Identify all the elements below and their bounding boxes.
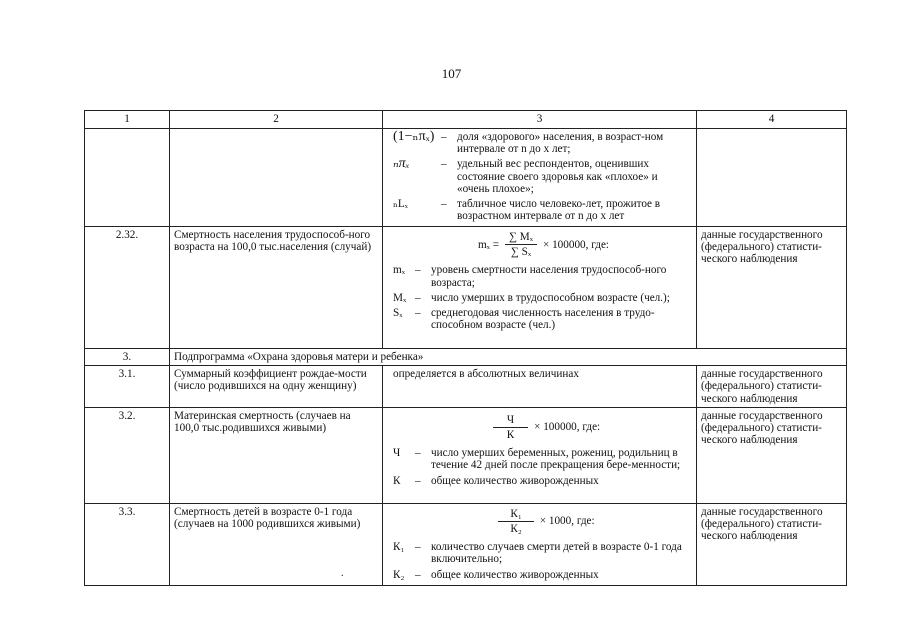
row-number: 3.2. (85, 407, 170, 503)
fraction-denominator: ∑ Sₓ (510, 246, 532, 259)
definition-text: число умерших в трудоспособном возрасте (чел.); (431, 291, 670, 304)
definition-dash: – (415, 307, 421, 320)
row-number: 2.32. (85, 227, 170, 349)
definition-text: общее количество живорожденных (431, 474, 599, 487)
formula (393, 231, 694, 258)
data-source: данные государственного (федерального) статисти-ческого наблюдения (697, 407, 847, 503)
definition-item (393, 569, 694, 581)
subprogram-title: Подпрограмма «Охрана здоровья матери и ребенка» (170, 349, 847, 366)
definition-text: удельный вес респондентов, оценивших состояние своего здоровья как «плохое» и «очень плохое»; (457, 158, 658, 195)
table-row (85, 129, 847, 227)
table-row (85, 349, 847, 366)
formula-left: mₓ = (477, 238, 500, 251)
fraction-numerator: К₁ (498, 508, 533, 522)
indicator-name: Смертность населения трудоспособ-ного возраста на 100,0 тыс.населения (случай) (170, 227, 383, 349)
fraction-numerator: Ч (493, 414, 528, 428)
definition-item (393, 264, 694, 288)
definition-symbol: ₙLₓ (393, 198, 408, 211)
definition-symbol: Sₓ (393, 307, 403, 320)
definition-item (393, 131, 694, 155)
definition-dash: – (441, 158, 447, 171)
definition-symbol: ₙπₓ (393, 156, 410, 172)
definition-dash: – (415, 264, 421, 277)
fraction (498, 508, 533, 535)
cell-num (85, 129, 170, 227)
table-row (85, 227, 847, 349)
definition-symbol: mₓ (393, 264, 405, 277)
definition-item (393, 447, 694, 471)
cell-source (697, 129, 847, 227)
definition-symbol: Ч (393, 447, 401, 460)
fraction (505, 231, 537, 258)
fraction (493, 414, 528, 441)
header-col-2: 2 (170, 111, 383, 129)
table-row (85, 366, 847, 408)
definition-text: среднегодовая численность населения в трудо-способном возрасте (чел.) (431, 307, 655, 332)
definition-dash: – (415, 568, 421, 581)
header-col-1: 1 (85, 111, 170, 129)
fraction-denominator: К₂ (510, 523, 522, 536)
indicators-table (84, 110, 847, 586)
cell-method (383, 129, 697, 227)
definition-dash: – (415, 541, 421, 554)
stray-mark: . (341, 568, 344, 579)
page-number: 107 (441, 66, 462, 81)
header-row (85, 111, 847, 129)
definition-text: общее количество живорожденных (431, 568, 599, 581)
definition-dash: – (415, 291, 421, 304)
cell-name (170, 129, 383, 227)
formula-right: × 1000, где: (539, 515, 595, 528)
definition-dash: – (415, 474, 421, 487)
definition-text: количество случаев смерти детей в возрасте 0-1 года включительно; (431, 541, 682, 566)
definition-symbol: К₁ (393, 541, 405, 554)
definition-symbol: К (393, 474, 401, 487)
row-number: 3. (85, 349, 170, 366)
formula (393, 508, 694, 535)
indicator-name: Материнская смертность (случаев на 100,0 тыс.родившихся живыми) (170, 407, 383, 503)
definition-item (393, 292, 694, 304)
formula-right: × 100000, где: (534, 421, 601, 434)
cell-method (383, 503, 697, 585)
indicator-name: Суммарный коэффициент рождае-мости (число родившихся на одну женщину) (170, 366, 383, 408)
definition-symbol: Mₓ (393, 291, 407, 304)
table-row (85, 407, 847, 503)
definition-item (393, 198, 694, 222)
data-source: данные государственного (федерального) статисти-ческого наблюдения (697, 227, 847, 349)
row-number: 3.3. (85, 503, 170, 585)
definition-dash: – (441, 198, 447, 211)
cell-method (383, 407, 697, 503)
header-col-4: 4 (697, 111, 847, 129)
data-source: данные государственного (федерального) статисти-ческого наблюдения (697, 366, 847, 408)
cell-method: определяется в абсолютных величинах (383, 366, 697, 408)
fraction-denominator: К (506, 429, 515, 442)
definition-item (393, 307, 694, 331)
definition-text: доля «здорового» населения, в возраст-ном интервале от n до x лет; (457, 131, 664, 156)
definition-item (393, 475, 694, 487)
table-row (85, 503, 847, 585)
data-source: данные государственного (федерального) статисти-ческого наблюдения (697, 503, 847, 585)
definition-item (393, 158, 694, 195)
definition-text: табличное число человеко-лет, прожитое в возрастном интервале от n до x лет (457, 198, 661, 223)
definition-dash: – (415, 447, 421, 460)
cell-method (383, 227, 697, 349)
definition-dash: – (441, 131, 447, 143)
fraction-numerator: ∑ Mₓ (505, 231, 537, 245)
header-col-3: 3 (383, 111, 697, 129)
indicator-name: Смертность детей в возрасте 0-1 года (случаев на 1000 родившихся живыми) (170, 503, 383, 585)
definition-item (393, 541, 694, 565)
definition-symbol: (1−ₙπₓ) (393, 129, 435, 144)
row-number: 3.1. (85, 366, 170, 408)
formula (393, 414, 694, 441)
definition-symbol: К₂ (393, 568, 405, 581)
definition-text: уровень смертности населения трудоспособ-ного возраста; (431, 264, 667, 289)
formula-right: × 100000, где: (542, 238, 610, 251)
definition-text: число умерших беременных, рожениц, родильниц в течение 42 дней после прекращения бере-менности; (431, 447, 681, 472)
